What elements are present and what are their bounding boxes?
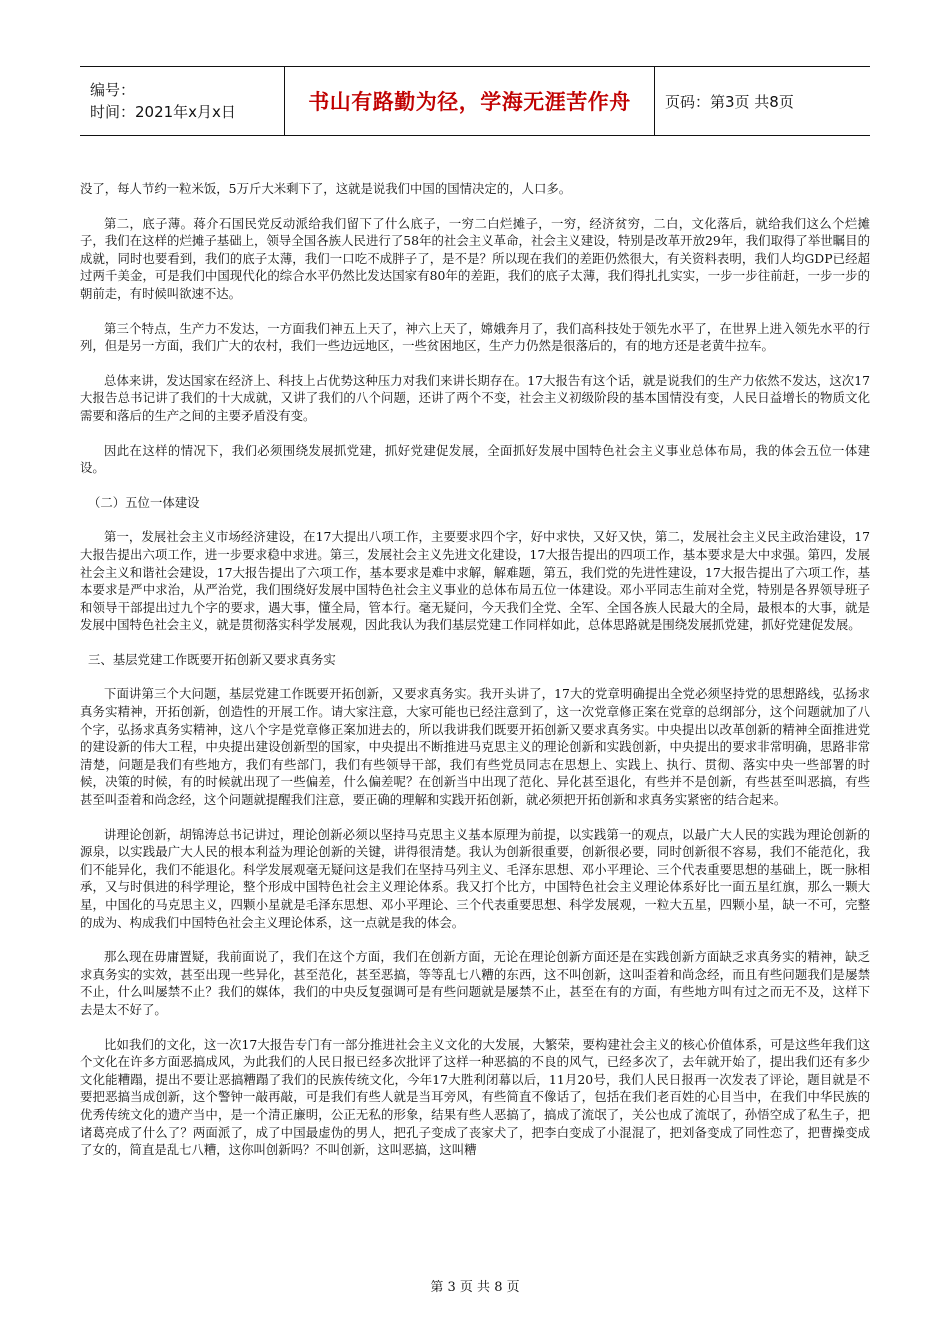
paragraph: 总体来讲，发达国家在经济上、科技上占优势这种压力对我们来讲长期存在。17大报告有这个话，就是说我们的生产力依然不发达，这次17大报告总书记讲了我们的十大成就，又讲了我们的八个问题，还讲了两个不变，社会主义初级阶段的基本国情没有变，人民日益增长的物质文化需要和落后的生产之间的主要矛盾没有变。	[80, 372, 870, 423]
header-meta	[80, 67, 285, 135]
paragraph: 比如我们的文化，这一次17大报告专门有一部分推进社会主义文化的大发展，大繁荣，要构建社会主义的核心价值体系，可是这些年我们这个文化在许多方面恶搞成风，为此我们的人民日报已经多次批评了这样一种恶搞的不良的风气，已经多次了，去年就开始了，提出我们还有多少文化能糟蹋，提出不要让恶搞糟蹋了我们的民族传统文化，今年17大胜利闭幕以后，11月20号，我们人民日报再一次发表了评论，题目就是不要把恶搞当成创新，这个警钟一敲再敲，可是我们有些人就是当耳旁风，有些简直不像话了，包括在我们老百姓的心目当中，在我们中华民族的优秀传统文化的遗产当中，是一个清正廉明，公正无私的形象，结果有些人恶搞了，搞成了流氓了，关公也成了流氓了，孙悟空成了私生子，把诸葛亮成了什么了？两面派了，成了中国最虚伪的男人，把孔子变成了丧家犬了，把李白变成了小混混了，把刘备变成了同性恋了，把曹操变成了女的，简直是乱七八糟，这你叫创新吗？不叫创新，这叫恶搞，这叫糟	[80, 1036, 870, 1158]
paragraph: 第二，底子薄。蒋介石国民党反动派给我们留下了什么底子，一穷二白烂摊子，一穷，经济贫穷，二白，文化落后，就给我们这么个烂摊子，我们在这样的烂摊子基础上，领导全国各族人民进行了58年的社会主义革命，社会主义建设，特别是改革开放29年，我们取得了举世瞩目的成就，同时也要看到，我们的底子太薄，我们一口吃不成胖子了，是不是？所以现在我们的差距仍然很大，有关资料表明，我们人均GDP已经超过两千美金，可是我们中国现代化的综合水平仍然比发达国家有80年的差距，我们的底子太薄，我们得扎扎实实，一步一步往前赶，一步一步的朝前走，有时候叫欲速不达。	[80, 215, 870, 301]
header-motto	[285, 67, 655, 135]
paragraph: 没了，每人节约一粒米饭，5万斤大米剩下了，这就是说我们中国的国情决定的，人口多。	[80, 181, 572, 196]
paragraph: 下面讲第三个大问题，基层党建工作既要开拓创新，又要求真务实。我开头讲了，17大的党章明确提出全党必须坚持党的思想路线，弘扬求真务实精神，开拓创新，创造性的开展工作。请大家注意，大家可能也已经注意到了，这一次党章修正案在党章的总纲部分，这个问题就加了八个字，弘扬求真务实精神，这八个字是党章修正案加进去的，所以我讲我们既要开拓创新又要求真务实。中央提出以改革创新的精神全面推进党的建设新的伟大工程，中央提出建设创新型的国家，中央提出不断推进马克思主义的理论创新和实践创新，中央提出的要求非常明确，思路非常清楚，问题是我们有些地方，我们有些部门，我们有些领导干部，我们有些党员同志在思想上、实践上、执行、贯彻、落实中央一些部署的时候，决策的时候，有的时候就出现了一些偏差，什么偏差呢？在创新当中出现了范化、异化甚至退化，有些并不是创新，有些甚至叫恶搞，有些甚至叫歪着和尚念经，这个问题就提醒我们注意，要正确的理解和实践开拓创新，就必须把开拓创新和求真务实紧密的结合起来。	[80, 686, 870, 808]
document-number-label: 编号：	[90, 81, 136, 99]
paragraph: 因此在这样的情况下，我们必须围绕发展抓党建，抓好党建促发展，全面抓好发展中国特色社会主义事业总体布局，我的体会五位一体建设。	[80, 442, 870, 476]
paragraph: 第三个特点，生产力不发达，一方面我们神五上天了，神六上天了，嫦娥奔月了，我们高科技处于领先水平了，在世界上进入领先水平的行列，但是另一方面，我们广大的农村，我们一些边远地区，一些贫困地区，生产力仍然是很落后的，有的地方还是老黄牛拉车。	[80, 320, 870, 354]
paragraph: 讲理论创新，胡锦涛总书记讲过，理论创新必须以坚持马克思主义基本原理为前提，以实践第一的观点，以最广大人民的实践为理论创新的源泉，以实践最广大人民的根本利益为理论创新的关键，讲得很清楚。我认为创新很重要，创新很必要，同时创新很不容易，我们不能范化，我们不能异化，我们不能退化。科学发展观毫无疑问这是我们在坚持马列主义、毛泽东思想、邓小平理论、三个代表重要思想的基础上，既一脉相承，又与时俱进的科学理论，整个形成中国特色社会主义理论体系。我又打个比方，中国特色社会主义理论体系好比一面五星红旗，那么一颗大星，中国化的马克思主义，四颗小星就是毛泽东思想、邓小平理论、三个代表重要思想、科学发展观，一粒大五星，四颗小星，缺一不可，完整的成为、构成我们中国特色社会主义理论体系，这一点就是我的体会。	[80, 826, 870, 930]
motto-text: 书山有路勤为径，学海无涯苦作舟	[308, 90, 631, 114]
paragraph: 那么现在毋庸置疑，我前面说了，我们在这个方面，我们在创新方面，无论在理论创新方面还是在实践创新方面缺乏求真务实的精神，缺乏求真务实的实效，甚至出现一些异化，甚至范化，甚至恶搞，等等乱七八糟的东西，这不叫创新，这叫歪着和尚念经，而且有些问题我们是屡禁不止，什么叫屡禁不止？我们的媒体，我们的中央反复强调可是有些问题就是屡禁不止，甚至在有的方面，有些地方叫有过之而无不及，这样下去是太不好了。	[80, 949, 870, 1017]
page-header	[80, 66, 870, 136]
header-page-info	[655, 67, 870, 135]
footer-page-number: 第 3 页 共 8 页	[430, 1280, 520, 1295]
paragraph: 第一，发展社会主义市场经济建设，在17大提出八项工作，主要要求四个字，好中求快，又好又快，第二，发展社会主义民主政治建设，17大报告提出六项工作，进一步要求稳中求进。第三，发展社会主义先进文化建设，17大报告提出的四项工作，基本要求是大中求强。第四，发展社会主义和谐社会建设，17大报告提出了六项工作，基本要求是难中求解，解难题，第五，我们党的先进性建设，17大报告提出了六项工作，基本要求是严中求治，从严治党，我们围绕好发展中国特色社会主义事业的总体布局五位一体建设。邓小平同志生前对全党，特别是各界领导班子和领导干部提出过九个字的要求，遇大事，懂全局，管本行。毫无疑问，今天我们全党、全军、全国各族人民最大的全局，最根本的大事，就是发展中国特色社会主义，就是贯彻落实科学发展观，因此我认为我们基层党建工作同样如此，总体思路就是围绕发展抓党建，抓好党建促发展。	[80, 529, 870, 633]
section-heading: 三、基层党建工作既要开拓创新又要求真务实	[88, 651, 336, 667]
document-body	[80, 180, 870, 1176]
header-page-label: 页码：第3页 共8页	[665, 92, 794, 111]
document-time-label: 时间：2021年x月x日	[90, 103, 236, 121]
section-heading: （二）五位一体建设	[88, 494, 200, 510]
page-footer	[0, 1276, 950, 1295]
